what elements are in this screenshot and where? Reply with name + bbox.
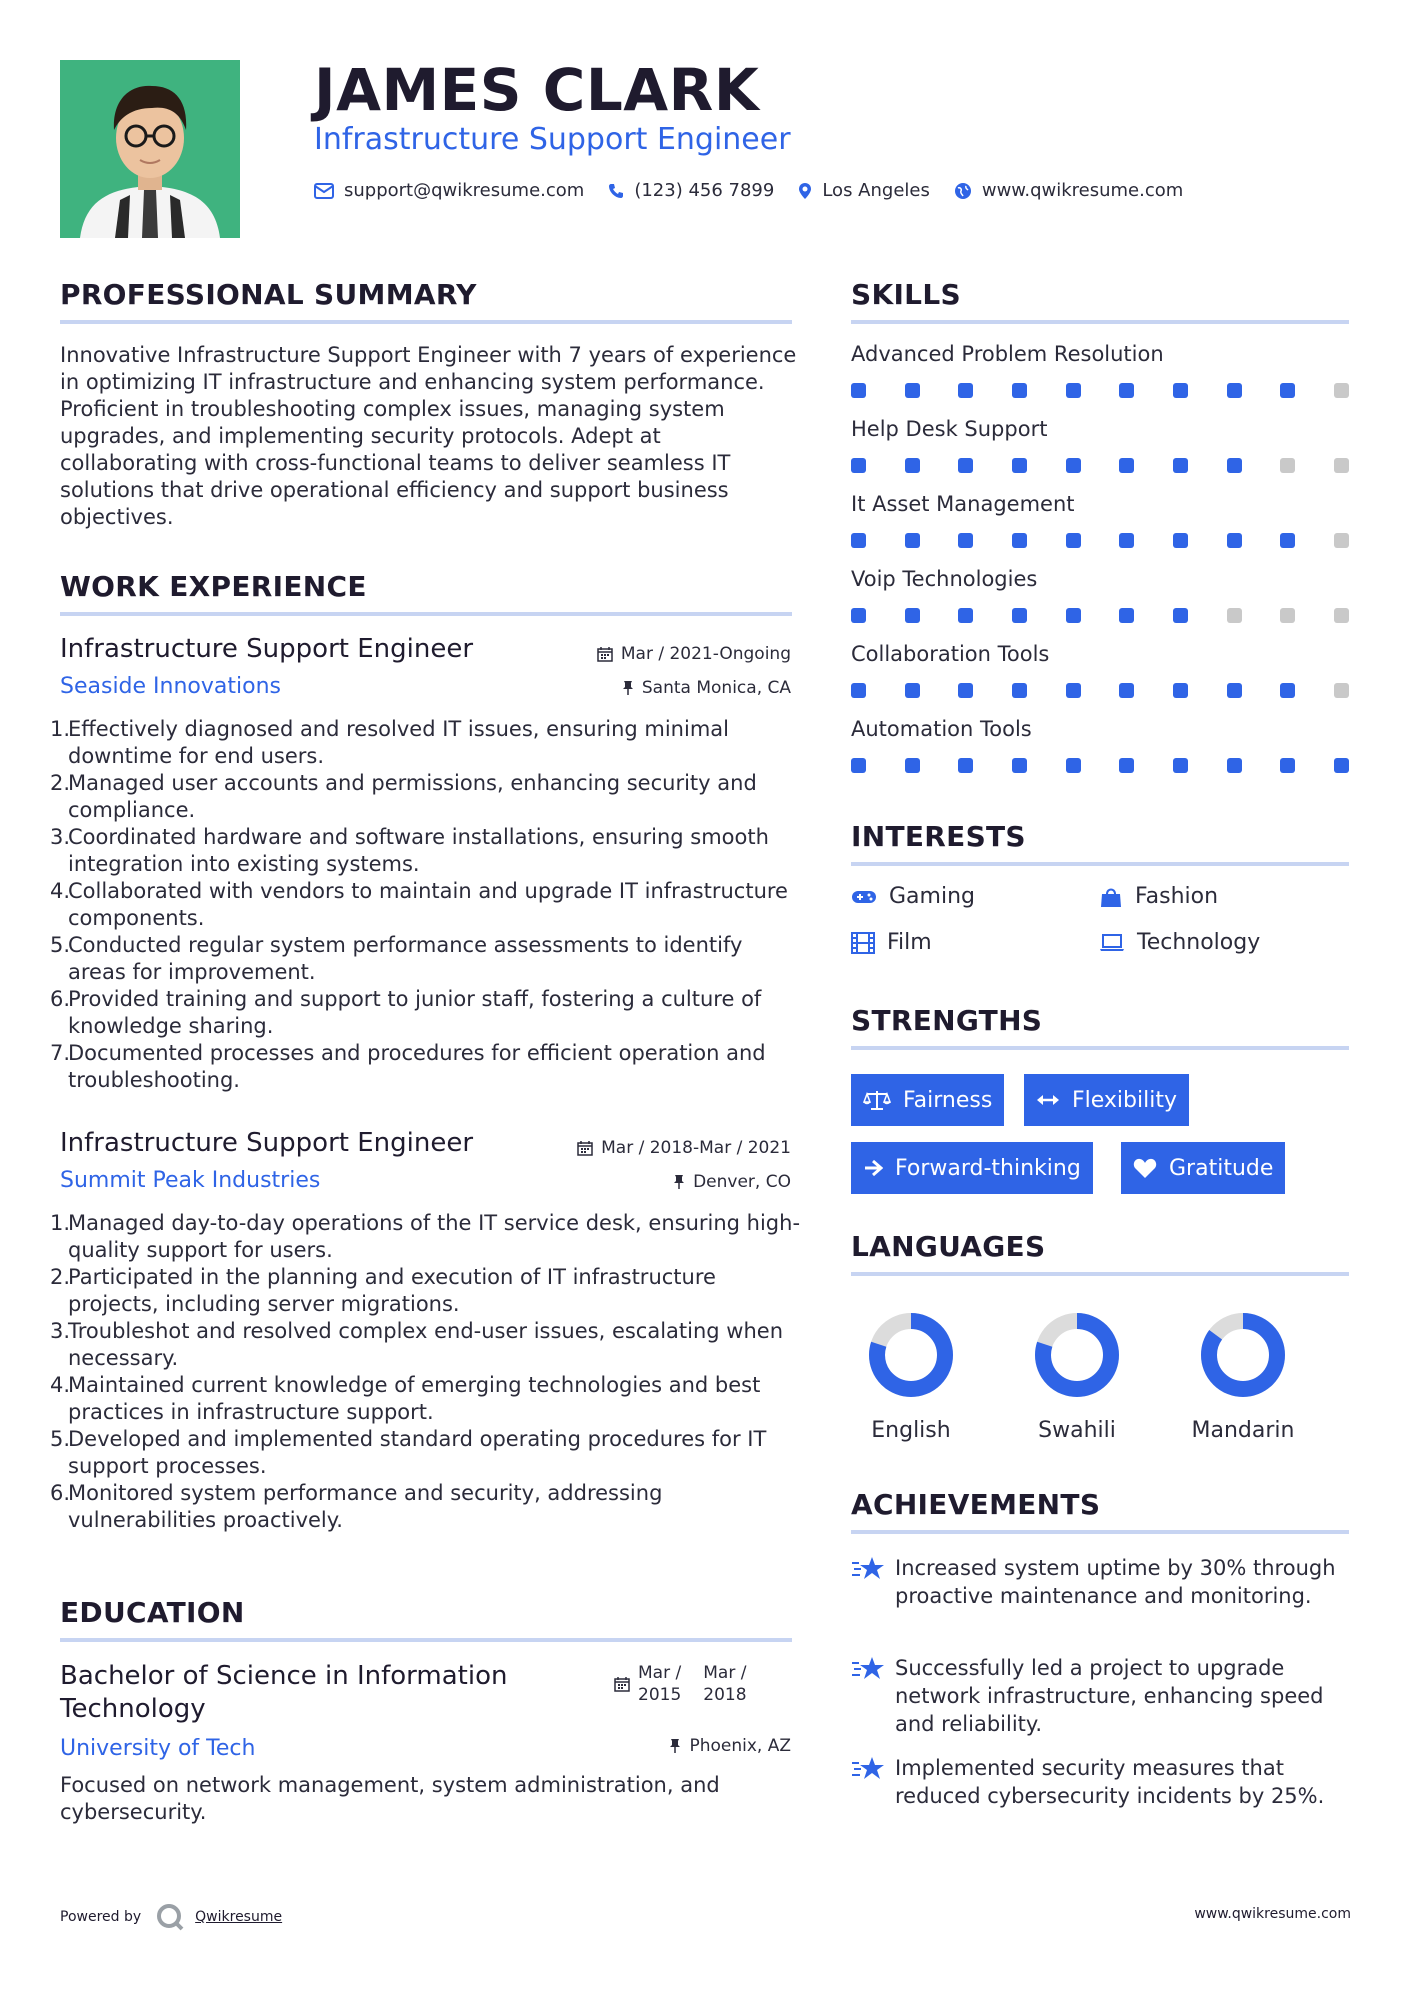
- list-item: 5. Conducted regular system performance assessments to identify areas for improvement.: [50, 933, 743, 984]
- skill-name: Collaboration Tools: [851, 642, 1050, 666]
- skill-dot-filled: [905, 533, 920, 548]
- skill-dot-filled: [1173, 758, 1188, 773]
- phone-icon: [608, 183, 624, 199]
- skill-dot-filled: [905, 683, 920, 698]
- skill-dot-filled: [958, 608, 973, 623]
- profile-photo: [60, 60, 240, 238]
- achievement-item: Successfully led a project to upgrade network infrastructure, enhancing speed and reliability.: [851, 1654, 1351, 1738]
- contact-location-text: Los Angeles: [822, 180, 930, 201]
- skill-dot-filled: [851, 383, 866, 398]
- skill-dot-filled: [1012, 608, 1027, 623]
- job-1-title: Infrastructure Support Engineer: [60, 634, 474, 664]
- skill-dot-filled: [851, 758, 866, 773]
- skill-dot-filled: [1280, 683, 1295, 698]
- star-award-icon: [851, 1754, 895, 1810]
- job-1-company: Seaside Innovations: [60, 674, 281, 699]
- experience-heading: WORK EXPERIENCE: [60, 570, 367, 603]
- skill-dot-filled: [1066, 608, 1081, 623]
- achievements-divider: [851, 1530, 1349, 1534]
- envelope-icon: [314, 183, 334, 199]
- education-description: Focused on network management, system administration, and cybersecurity.: [60, 1773, 720, 1824]
- skill-dot-filled: [958, 533, 973, 548]
- skill-dot-filled: [958, 758, 973, 773]
- job-1-date: [597, 644, 791, 664]
- skill-dot-filled: [1227, 383, 1242, 398]
- film-icon: [851, 932, 875, 954]
- job-1-location-text: Santa Monica, CA: [641, 678, 791, 698]
- skill-rating: [851, 383, 1349, 398]
- list-item: 1. Managed day-to-day operations of the IT service desk, ensuring high-quality support for users.: [50, 1211, 801, 1262]
- education-end: Mar / 2018: [703, 1663, 747, 1705]
- achievement-item: Implemented security measures that reduced cybersecurity incidents by 25%.: [851, 1754, 1351, 1810]
- skill-dot-empty: [1334, 533, 1349, 548]
- interests-heading: INTERESTS: [851, 820, 1026, 853]
- job-2-company: Summit Peak Industries: [60, 1168, 321, 1193]
- job-1-date-text: Mar / 2021-Ongoing: [620, 644, 791, 664]
- skill-dot-filled: [1173, 683, 1188, 698]
- education-divider: [60, 1638, 792, 1642]
- skill-rating: [851, 758, 1349, 773]
- skill-dot-filled: [1119, 758, 1134, 773]
- skill-name: Advanced Problem Resolution: [851, 342, 1164, 366]
- job-1-location: [622, 678, 791, 698]
- list-item: 7. Documented processes and procedures for efficient operation and troubleshooting.: [50, 1041, 766, 1092]
- education-degree-line1: Bachelor of Science in Information: [60, 1661, 508, 1691]
- strengths-heading: STRENGTHS: [851, 1004, 1043, 1037]
- skill-name: Voip Technologies: [851, 567, 1038, 591]
- skill-dot-filled: [1119, 458, 1134, 473]
- skill-name: It Asset Management: [851, 492, 1075, 516]
- thumbtack-icon: [669, 1738, 681, 1754]
- education-location: [669, 1736, 791, 1756]
- skill-dot-filled: [851, 683, 866, 698]
- skill-dot-filled: [1119, 533, 1134, 548]
- skill-rating: [851, 608, 1349, 623]
- skills-heading: SKILLS: [851, 278, 961, 311]
- contact-phone[interactable]: [608, 180, 774, 201]
- interests-divider: [851, 862, 1349, 866]
- list-item: 1. Effectively diagnosed and resolved IT issues, ensuring minimal downtime for end users.: [50, 717, 729, 768]
- balance-scale-icon: [863, 1089, 891, 1111]
- skill-rating: [851, 533, 1349, 548]
- list-item: 4. Maintained current knowledge of emerging technologies and best practices in infrastructure support.: [50, 1373, 761, 1424]
- education-start: Mar / 2015: [638, 1663, 682, 1705]
- skills-divider: [851, 320, 1349, 324]
- skill-dot-filled: [1173, 533, 1188, 548]
- interest-item: Gaming: [851, 884, 975, 909]
- skill-name: Help Desk Support: [851, 417, 1048, 441]
- skill-dot-empty: [1334, 683, 1349, 698]
- skill-dot-filled: [1119, 683, 1134, 698]
- skill-dot-empty: [1280, 458, 1295, 473]
- skill-rating: [851, 458, 1349, 473]
- list-item: 6. Provided training and support to junior staff, fostering a culture of knowledge sharing.: [50, 987, 762, 1038]
- job-2-date-text: Mar / 2018-Mar / 2021: [601, 1138, 791, 1158]
- list-item: 5. Developed and implemented standard operating procedures for IT support processes.: [50, 1427, 767, 1478]
- skill-dot-filled: [851, 608, 866, 623]
- achievements-heading: ACHIEVEMENTS: [851, 1488, 1101, 1521]
- skill-dot-filled: [1119, 383, 1134, 398]
- skill-dot-filled: [851, 458, 866, 473]
- summary-text: Innovative Infrastructure Support Engineer with 7 years of experience in optimizing IT infrastructure and enhancing system performance. Proficient in troubleshooting complex issues, managing system upgrades, and implementing security protocols. Adept at collaborating with cross-functional teams to deliver seamless IT solutions that drive operational efficiency and support business objectives.: [60, 343, 797, 529]
- education-school: University of Tech: [60, 1736, 256, 1761]
- shopping-bag-icon: [1099, 886, 1123, 908]
- job-2-location: [673, 1172, 791, 1192]
- candidate-title: Infrastructure Support Engineer: [314, 122, 791, 157]
- skill-dot-filled: [1012, 683, 1027, 698]
- skill-dot-filled: [1280, 758, 1295, 773]
- skill-dot-filled: [1280, 383, 1295, 398]
- contact-email[interactable]: [314, 180, 584, 201]
- list-item: 2. Participated in the planning and execution of IT infrastructure projects, including server migrations.: [50, 1265, 716, 1316]
- education-degree: [60, 1660, 507, 1726]
- thumbtack-icon: [673, 1174, 685, 1190]
- job-2-title: Infrastructure Support Engineer: [60, 1128, 474, 1158]
- skill-dot-filled: [1280, 533, 1295, 548]
- arrow-right-icon: [863, 1159, 883, 1177]
- job-2-date: [577, 1138, 791, 1158]
- skill-dot-filled: [905, 383, 920, 398]
- interest-item: Film: [851, 930, 932, 955]
- skill-dot-empty: [1227, 608, 1242, 623]
- skill-dot-filled: [958, 458, 973, 473]
- arrows-horizontal-icon: [1036, 1093, 1060, 1107]
- skill-dot-filled: [1066, 458, 1081, 473]
- skill-dot-filled: [905, 758, 920, 773]
- calendar-icon: [614, 1662, 630, 1706]
- language-item: [836, 1310, 986, 1443]
- language-ring: [1032, 1310, 1122, 1400]
- footer-powered-by: [60, 1902, 282, 1932]
- qwikresume-logo-icon: [155, 1902, 185, 1932]
- candidate-name: JAMES CLARK: [314, 56, 760, 124]
- brand-link[interactable]: Qwikresume: [195, 1909, 283, 1925]
- language-item: [1002, 1310, 1152, 1443]
- skill-dot-filled: [1066, 383, 1081, 398]
- education-heading: EDUCATION: [60, 1596, 245, 1629]
- skill-dot-filled: [1173, 608, 1188, 623]
- skill-name: Automation Tools: [851, 717, 1032, 741]
- contact-email-text: support@qwikresume.com: [344, 180, 585, 201]
- skill-dot-filled: [958, 683, 973, 698]
- skill-dot-empty: [1280, 608, 1295, 623]
- skill-dot-filled: [1066, 683, 1081, 698]
- profile-photo-illustration: [60, 60, 240, 238]
- skill-dot-filled: [1066, 533, 1081, 548]
- language-item: [1168, 1310, 1318, 1443]
- calendar-icon: [577, 1140, 593, 1156]
- job-1-responsibilities: [50, 716, 802, 1094]
- language-name: English: [871, 1418, 951, 1443]
- skill-dot-filled: [958, 383, 973, 398]
- contact-website[interactable]: [954, 180, 1183, 201]
- job-2-responsibilities: [50, 1210, 802, 1534]
- interest-item: Fashion: [1099, 884, 1218, 909]
- skill-dot-filled: [905, 608, 920, 623]
- star-award-icon: [851, 1554, 895, 1610]
- laptop-icon: [1099, 933, 1125, 953]
- skill-dot-filled: [1227, 683, 1242, 698]
- heart-icon: [1133, 1157, 1157, 1179]
- skill-dot-filled: [851, 533, 866, 548]
- calendar-icon: [597, 646, 613, 662]
- experience-divider: [60, 612, 792, 616]
- strengths-divider: [851, 1046, 1349, 1050]
- skill-dot-filled: [1227, 758, 1242, 773]
- thumbtack-icon: [622, 680, 634, 696]
- summary-divider: [60, 320, 792, 324]
- language-name: Swahili: [1038, 1418, 1116, 1443]
- skill-dot-empty: [1334, 383, 1349, 398]
- education-degree-line2: Technology: [60, 1694, 206, 1724]
- skill-dot-empty: [1334, 458, 1349, 473]
- languages-heading: LANGUAGES: [851, 1230, 1046, 1263]
- education-location-text: Phoenix, AZ: [689, 1736, 791, 1756]
- gamepad-icon: [851, 889, 877, 905]
- contact-bar: [314, 180, 1207, 201]
- strength-chip: Gratitude: [1121, 1142, 1285, 1194]
- languages-divider: [851, 1272, 1349, 1276]
- contact-website-text: www.qwikresume.com: [981, 180, 1184, 201]
- skill-dot-filled: [1227, 458, 1242, 473]
- skill-dot-filled: [1334, 758, 1349, 773]
- map-pin-icon: [798, 182, 812, 200]
- skill-dot-filled: [1012, 383, 1027, 398]
- strength-chip: Forward-thinking: [851, 1142, 1093, 1194]
- achievement-item: Increased system uptime by 30% through proactive maintenance and monitoring.: [851, 1554, 1351, 1610]
- contact-location: [798, 180, 930, 201]
- strength-chip: Flexibility: [1024, 1074, 1189, 1126]
- globe-icon: [954, 182, 972, 200]
- language-ring: [1198, 1310, 1288, 1400]
- list-item: 6. Monitored system performance and security, addressing vulnerabilities proactively.: [50, 1481, 663, 1532]
- job-2-location-text: Denver, CO: [693, 1172, 791, 1192]
- skill-dot-filled: [1066, 758, 1081, 773]
- skill-rating: [851, 683, 1349, 698]
- interest-item: Technology: [1099, 930, 1260, 955]
- language-ring: [866, 1310, 956, 1400]
- skill-dot-filled: [1119, 608, 1134, 623]
- language-name: Mandarin: [1191, 1418, 1295, 1443]
- star-award-icon: [851, 1654, 895, 1738]
- skill-dot-filled: [1173, 383, 1188, 398]
- list-item: 3. Coordinated hardware and software installations, ensuring smooth integration into existing systems.: [50, 825, 769, 876]
- skill-dot-filled: [1173, 458, 1188, 473]
- skill-dot-filled: [1012, 533, 1027, 548]
- list-item: 3. Troubleshot and resolved complex end-user issues, escalating when necessary.: [50, 1319, 784, 1370]
- skill-dot-filled: [1012, 758, 1027, 773]
- list-item: 4. Collaborated with vendors to maintain and upgrade IT infrastructure components.: [50, 879, 788, 930]
- education-date: [614, 1662, 747, 1706]
- skill-dot-empty: [1334, 608, 1349, 623]
- strength-chip: Fairness: [851, 1074, 1004, 1126]
- contact-phone-text: (123) 456 7899: [634, 180, 775, 201]
- list-item: 2. Managed user accounts and permissions, enhancing security and compliance.: [50, 771, 757, 822]
- skill-dot-filled: [1227, 533, 1242, 548]
- skill-dot-filled: [905, 458, 920, 473]
- skill-dot-filled: [1012, 458, 1027, 473]
- footer-url[interactable]: www.qwikresume.com: [1194, 1906, 1351, 1922]
- summary-heading: PROFESSIONAL SUMMARY: [60, 278, 477, 311]
- powered-by-text: Powered by: [60, 1909, 142, 1925]
